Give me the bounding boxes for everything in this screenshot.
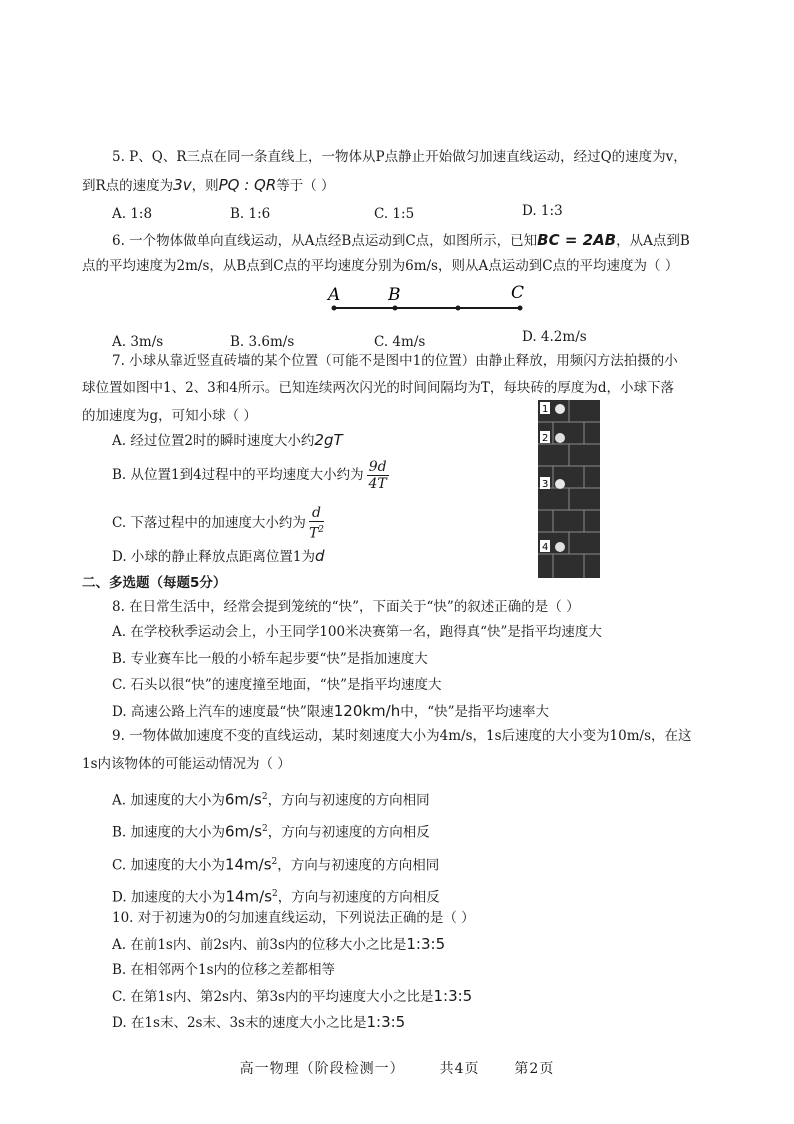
point-c-dot (518, 306, 523, 311)
q8-option-a: A. 在学校秋季运动会上，小王同学100米决赛第一名，跑得真“快”是指平均速度大 (112, 624, 602, 640)
q10-option-c: C. 在第1s内、第2s内、第3s内的平均速度大小之比是1:3:5 (112, 987, 473, 1005)
q8-option-c: C. 石头以很“快”的速度撞至地面，“快”是指平均速度大 (112, 677, 442, 693)
q9-option-b: B. 加速度的大小为$6m/s^2$，方向与初速度的方向相反 (112, 822, 430, 841)
q10-stem: 10. 对于初速为0的匀加速直线运动，下列说法正确的是（ ） (112, 910, 475, 926)
section-multiple-choice-heading: 二、多选题（每题5分） (82, 575, 227, 591)
q5-option-a: A. 1:8 (112, 206, 153, 222)
wall-label-1: 1 (542, 404, 549, 415)
q9-option-d: D. 加速度的大小为$14m/s^2$，方向与初速度的方向相反 (112, 887, 440, 906)
label-a: A (328, 285, 341, 305)
wall-label-3: 3 (542, 479, 549, 490)
q10-option-a: A. 在前1s内、前2s内、前3s内的位移大小之比是1:3:5 (112, 935, 446, 953)
footer-total-pages: 共4页 (439, 1061, 480, 1077)
q10-option-b: B. 在相邻两个1s内的位移之差都相等 (112, 962, 336, 978)
q9-option-a: A. 加速度的大小为$6m/s^2$，方向与初速度的方向相同 (112, 790, 430, 809)
wall-label-4: 4 (542, 542, 549, 553)
q6-option-b: B. 3.6m/s (230, 334, 295, 350)
q5-option-b: B. 1:6 (230, 206, 271, 222)
mid-dot (456, 306, 461, 311)
q8-option-b: B. 专业赛车比一般的小轿车起步要“快”是指加速度大 (112, 651, 428, 667)
q5-option-d: D. 1:3 (522, 203, 563, 219)
q6-option-a: A. 3m/s (112, 334, 164, 350)
page-footer (0, 1058, 794, 1078)
q7-option-d: D. 小球的静止释放点距离位置1为d (112, 547, 325, 565)
ball-position-2 (555, 433, 565, 443)
label-c: C (511, 283, 525, 303)
q5-line2: 到R点的速度为3v，则PQ : QR等于（ ） (82, 176, 335, 194)
q7-line2: 球位置如图中1、2、3和4所示。已知连续两次闪光的时间间隔均为T，每块砖的厚度为d，小球下落 (82, 380, 675, 396)
abc-line-diagram (320, 280, 540, 320)
q5-line1: 5. P、Q、R三点在同一条直线上，一物体从P点静止开始做匀加速直线运动，经过Q的速度为v， (112, 149, 687, 165)
q6-option-d: D. 4.2m/s (522, 329, 587, 345)
q7-line1: 7. 小球从靠近竖直砖墙的某个位置（可能不是图中1的位置）由静止释放，用频闪方法拍摄的小 (112, 353, 678, 369)
q6-line2: 点的平均速度为2m/s，从B点到C点的平均速度分别为6m/s，则从A点运动到C点的平均速度为（ ） (82, 258, 679, 274)
q9-line1: 9. 一物体做加速度不变的直线运动，某时刻速度大小为4m/s，1s后速度的大小变为10m/s，在这 (112, 728, 692, 744)
ball-position-4 (555, 542, 565, 552)
q7-option-a: A. 经过位置2时的瞬时速度大小约2gT (112, 431, 343, 449)
q8-option-d: D. 高速公路上汽车的速度最“快”限速120km/h中，“快”是指平均速率大 (112, 702, 550, 720)
ball-position-1 (555, 404, 565, 414)
q6-line1: 6. 一个物体做单向直线运动，从A点经B点运动到C点，如图所示，已知BC = 2AB，从A点到B (112, 231, 690, 249)
q9-option-c: C. 加速度的大小为$14m/s^2$，方向与初速度的方向相同 (112, 855, 440, 874)
point-b-dot (393, 306, 398, 311)
q7-line3: 的加速度为g，可知小球（ ） (82, 408, 257, 424)
wall-label-2: 2 (542, 433, 549, 444)
footer-subject: 高一物理（阶段检测一） (239, 1061, 405, 1077)
ball-position-3 (555, 479, 565, 489)
point-a-dot (332, 306, 337, 311)
q5-option-c: C. 1:5 (374, 206, 415, 222)
label-b: B (388, 285, 401, 305)
q7-option-b: B. 从位置1到4过程中的平均速度大小约为 $\frac{9d}{4T}$ (112, 459, 387, 492)
q7-option-c: C. 下落过程中的加速度大小约为 $\frac{d}{T^2}$ (112, 505, 325, 542)
q6-option-c: C. 4m/s (374, 334, 426, 350)
q8-stem: 8. 在日常生活中，经常会提到笼统的“快”，下面关于“快”的叙述正确的是（ ） (112, 599, 580, 615)
q10-option-d: D. 在1s末、2s末、3s末的速度大小之比是1:3:5 (112, 1013, 406, 1031)
brick-wall-image (538, 400, 600, 578)
footer-page-number: 第2页 (514, 1061, 555, 1077)
q9-line2: 1s内该物体的可能运动情况为（ ） (82, 756, 291, 772)
